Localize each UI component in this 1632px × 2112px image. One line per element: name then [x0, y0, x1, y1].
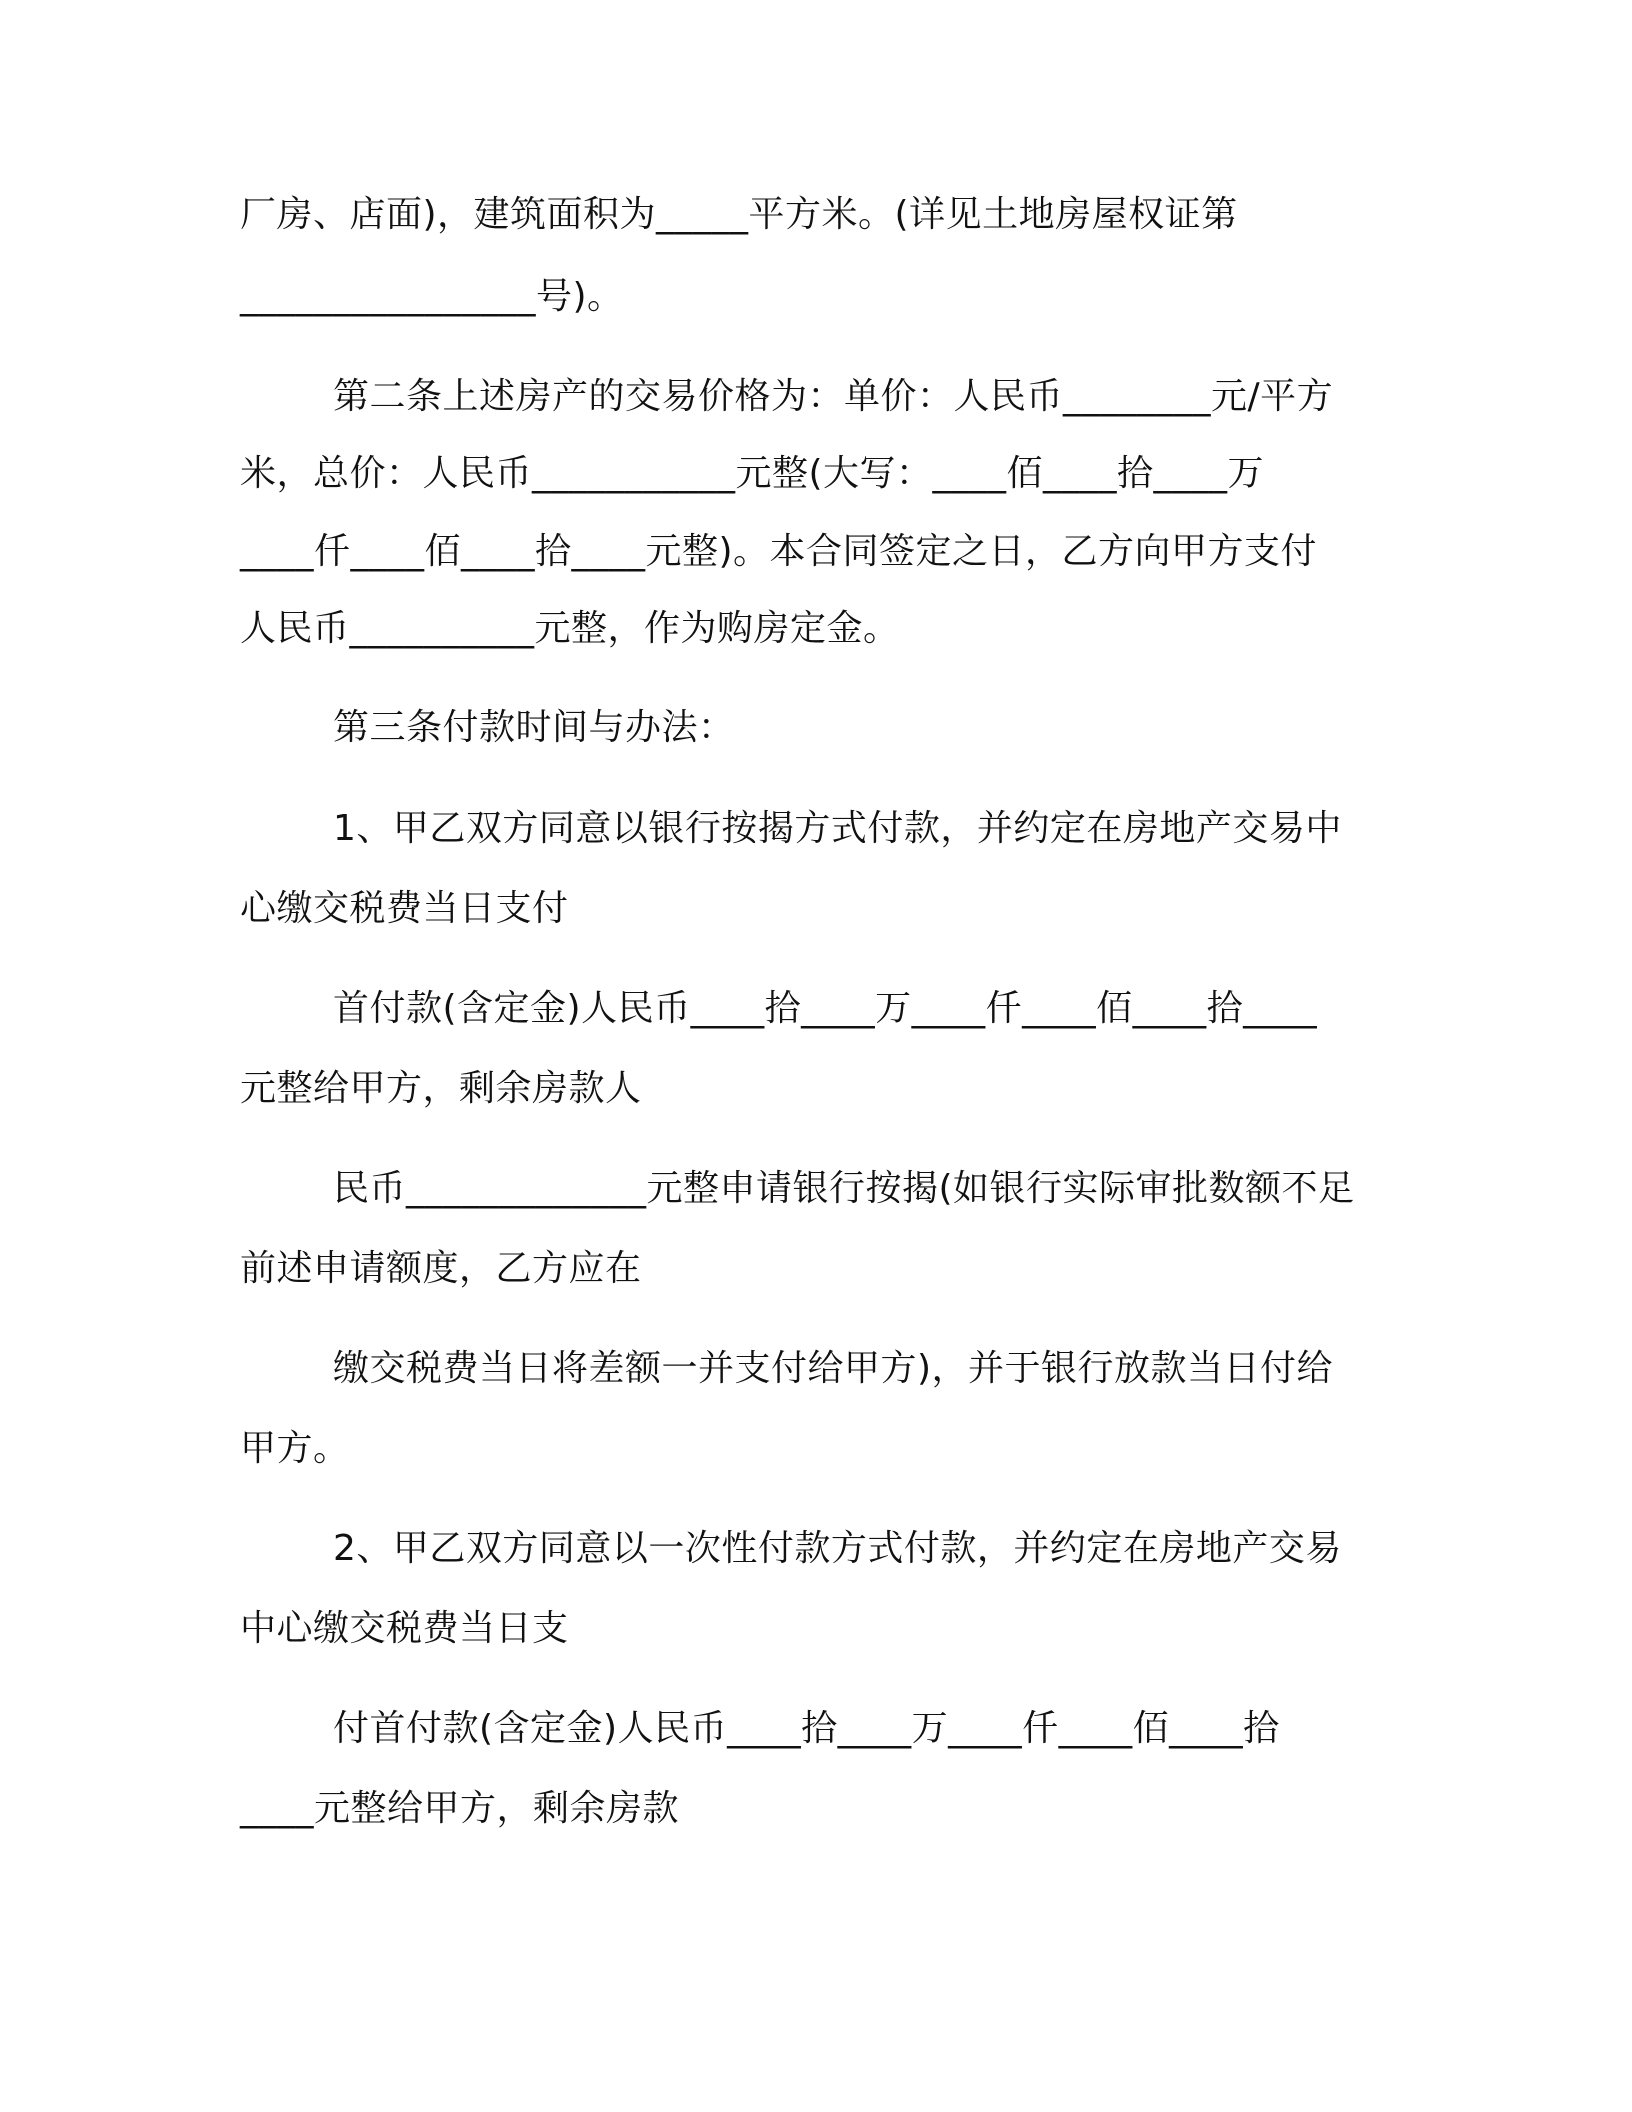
text-line: 元整给甲方，剩余房款人	[240, 1068, 642, 1109]
text-line: 1、甲乙双方同意以银行按揭方式付款，并约定在房地产交易中	[333, 808, 1342, 849]
text-line: ________________号)。	[240, 276, 624, 317]
text-line: 厂房、店面)，建筑面积为_____平方米。(详见土地房屋权证第	[240, 194, 1238, 235]
section-heading: 第三条付款时间与办法：	[333, 707, 735, 748]
text-line: 付首付款(含定金)人民币____拾____万____仟____佰____拾	[333, 1708, 1280, 1749]
text-line: 心缴交税费当日支付	[240, 888, 569, 929]
text-line: 甲方。	[240, 1428, 350, 1469]
text-line: 民币_____________元整申请银行按揭(如银行实际审批数额不足	[333, 1168, 1355, 1209]
text-line: 第二条上述房产的交易价格为：单价：人民币________元/平方	[333, 376, 1334, 417]
text-line: 首付款(含定金)人民币____拾____万____仟____佰____拾____	[333, 988, 1318, 1029]
text-line: 缴交税费当日将差额一并支付给甲方)，并于银行放款当日付给	[333, 1348, 1334, 1389]
text-line: 2、甲乙双方同意以一次性付款方式付款，并约定在房地产交易	[333, 1528, 1342, 1569]
text-line: ____元整给甲方，剩余房款	[240, 1788, 680, 1829]
text-line: 人民币__________元整，作为购房定金。	[240, 608, 900, 649]
text-line: 米，总价：人民币___________元整(大写：____佰____拾____万	[240, 453, 1265, 494]
text-line: ____仟____佰____拾____元整)。本合同签定之日，乙方向甲方支付	[240, 531, 1318, 572]
text-line: 中心缴交税费当日支	[240, 1608, 569, 1649]
text-line: 前述申请额度，乙方应在	[240, 1248, 642, 1289]
